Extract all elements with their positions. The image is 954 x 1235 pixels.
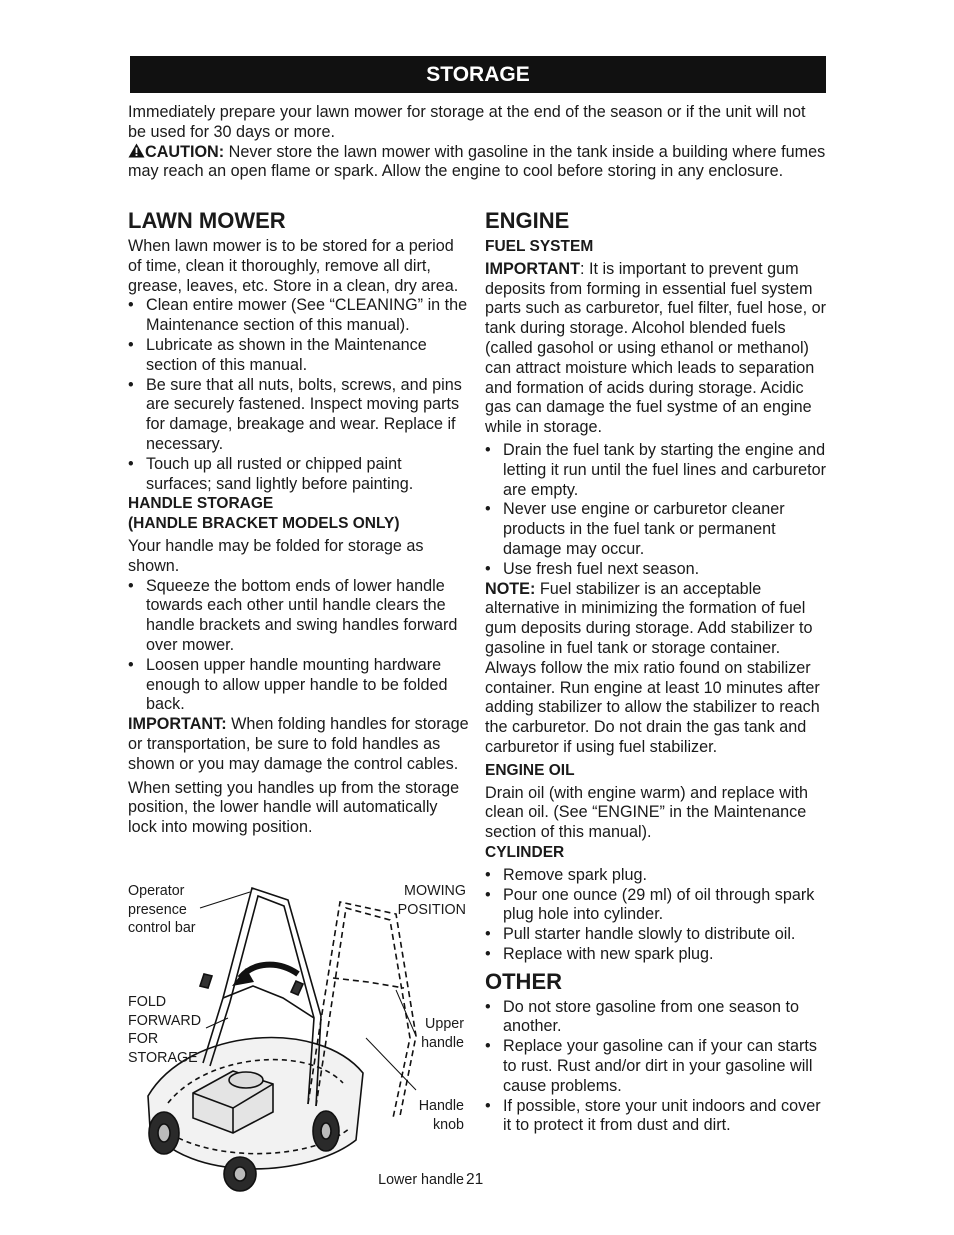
- lawn-mower-paragraph: When lawn mower is to be stored for a period of time, clean it thoroughly, remove all dirt, grease, leaves, etc. Store in a clean, dry area.: [128, 237, 459, 295]
- fuel-bullet-list: [485, 441, 827, 580]
- list-item: • Pull starter handle slowly to distribute oil.: [485, 925, 827, 945]
- cylinder-bullet-list: [485, 866, 827, 965]
- handle-storage-heading: HANDLE STORAGE: [128, 495, 274, 513]
- caution-text: Never store the lawn mower with gasoline in the tank inside a building where fumes may reach an open flame or spark. Allow the engine to cool before storing in any enclosure.: [128, 142, 826, 181]
- handle-bullet-list: [128, 577, 470, 716]
- caution-label: CAUTION:: [145, 142, 225, 161]
- list-item: • Pour one ounce (29 ml) of oil through spark plug hole into cylinder.: [485, 886, 827, 926]
- list-item: • Remove spark plug.: [485, 866, 827, 886]
- other-heading: OTHER: [485, 968, 562, 994]
- fold-forward-label: FOLD FORWARD FOR STORAGE: [128, 994, 202, 1066]
- fuel-important-paragraph: [485, 260, 827, 438]
- fuel-important-text: : It is important to prevent gum deposits from forming in essential fuel system parts such as carburetor, fuel filter, fuel hose, or tank during storage. Alcohol blended fuels (called gasohol or using ethanol or methanol) can attract moisture which leads to separation and formation of acids during storage. Acidic gas can damage the fuel systme of an engine while in storage.: [485, 259, 827, 437]
- caution-paragraph: [128, 143, 828, 183]
- list-item: • Do not store gasoline from one season to another.: [485, 998, 827, 1038]
- section-title-banner: [130, 56, 826, 93]
- lawn-mower-column: [128, 208, 470, 838]
- list-item: • Clean entire mower (See “CLEANING” in the Maintenance section of this manual).: [128, 296, 470, 336]
- list-item: • Drain the fuel tank by starting the engine and letting it run until the fuel lines and carburetor are empty.: [485, 441, 827, 500]
- lawn-mower-bullet-list: [128, 296, 470, 494]
- setting-paragraph: When setting you handles up from the storage position, the lower handle will automatically lock into mowing position.: [128, 778, 460, 837]
- list-item: • Never use engine or carburetor cleaner products in the fuel tank or permanent damage may occur.: [485, 500, 827, 559]
- upper-handle-label: Upper handle: [421, 1016, 464, 1051]
- note-label: NOTE:: [485, 579, 536, 598]
- mowing-position-label: MOWING POSITION: [397, 883, 466, 918]
- list-item: • Use fresh fuel next season.: [485, 560, 827, 580]
- list-item: • Loosen upper handle mounting hardware enough to allow upper handle to be folded back.: [128, 656, 470, 715]
- fuel-system-heading: FUEL SYSTEM: [485, 238, 594, 255]
- engine-heading: ENGINE: [485, 208, 570, 233]
- handle-knob-label: Handle knob: [418, 1098, 464, 1133]
- page-number: 21: [466, 1171, 484, 1188]
- engine-oil-heading: ENGINE OIL: [485, 761, 575, 779]
- intro-block: [128, 103, 828, 182]
- list-item: • Replace with new spark plug.: [485, 945, 827, 965]
- fuel-important-label: IMPORTANT: [485, 259, 581, 278]
- cylinder-heading: CYLINDER: [485, 843, 565, 861]
- list-item: • Lubricate as shown in the Maintenance section of this manual.: [128, 336, 470, 376]
- lower-handle-label: Lower handle: [378, 1172, 464, 1188]
- warning-triangle-icon: [128, 143, 145, 158]
- intro-paragraph: Immediately prepare your lawn mower for storage at the end of the season or if the unit will not be used for 30 days or more.: [128, 103, 806, 141]
- important-text: When folding handles for storage or transportation, be sure to fold handles as shown or you may damage the control cables.: [128, 715, 469, 773]
- mower-storage-figure: [128, 878, 478, 1193]
- engine-column: [485, 208, 827, 1136]
- important-label: IMPORTANT:: [128, 715, 227, 734]
- note-paragraph: [485, 580, 827, 758]
- note-text: Fuel stabilizer is an acceptable alternative in minimizing the formation of fuel gum deposits during storage. Add stabilizer to gasoline in fuel tank or storage container. Always follow the mix ratio found on stabilizer container. Run engine at least 10 minutes after adding stabilizer to allow the stabilizer to reach the carburetor. Do not drain the gas tank and carburetor if using fuel stabilizer.: [485, 579, 820, 756]
- important-paragraph: [128, 715, 470, 774]
- list-item: • If possible, store your unit indoors and cover it to protect it from dust and dirt.: [485, 1097, 827, 1137]
- list-item: • Squeeze the bottom ends of lower handle towards each other until handle clears the handle brackets and swing handles forward over mower.: [128, 577, 470, 656]
- handle-bracket-subheading: (HANDLE BRACKET MODELS ONLY): [128, 515, 400, 533]
- handle-paragraph: Your handle may be folded for storage as shown.: [128, 536, 424, 575]
- list-item: • Replace your gasoline can if your can starts to rust. Rust and/or dirt in your gasoline will cause problems.: [485, 1037, 827, 1096]
- operator-control-bar-label: Operator presence control bar: [128, 883, 196, 936]
- list-item: • Be sure that all nuts, bolts, screws, and pins are securely fastened. Inspect moving parts for damage, breakage and wear. Replace if necessary.: [128, 376, 470, 455]
- lawn-mower-heading: LAWN MOWER: [128, 208, 286, 233]
- section-title: STORAGE: [426, 63, 530, 86]
- list-item: • Touch up all rusted or chipped paint surfaces; sand lightly before painting.: [128, 455, 470, 495]
- other-bullet-list: [485, 998, 827, 1137]
- engine-oil-paragraph: Drain oil (with engine warm) and replace with clean oil. (See “ENGINE” in the Maintenance section of this manual).: [485, 783, 808, 842]
